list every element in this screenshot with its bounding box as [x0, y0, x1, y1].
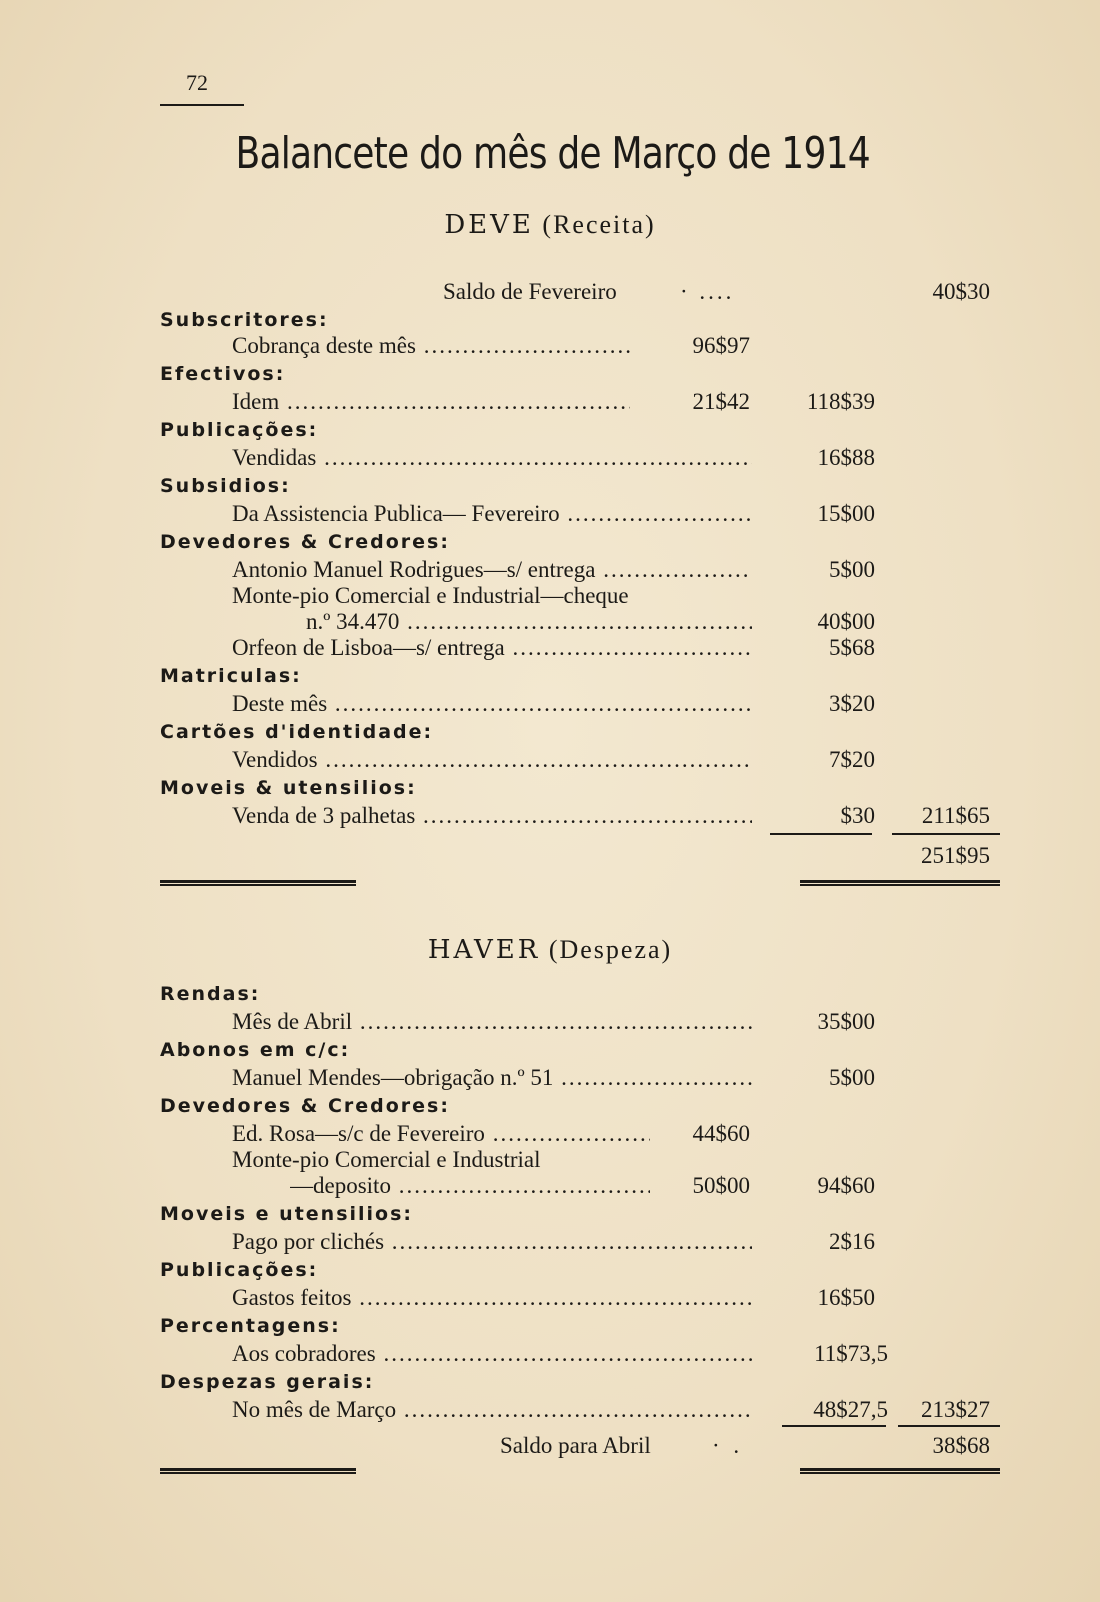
subtotal-rule	[770, 833, 872, 835]
line-subtotal: 94$60	[817, 1173, 875, 1198]
line-devedores-3	[0, 634, 1100, 662]
line-value: $30	[840, 803, 875, 828]
section-rule-left	[160, 1468, 356, 1474]
line-value: 21$42	[692, 389, 750, 414]
line-value: 2$16	[829, 1229, 875, 1254]
section-rule-right	[800, 1468, 1000, 1474]
line-value: 15$00	[817, 501, 875, 526]
line-value: 40$00	[817, 609, 875, 634]
category-publicacoes: Publicações:	[160, 1259, 319, 1281]
line-desc: Mês de Abril .....	[232, 1008, 752, 1036]
line-devedores-2b	[0, 1172, 1100, 1200]
category-rendas: Rendas:	[160, 983, 261, 1005]
line-abonos	[0, 1064, 1100, 1092]
category-cartoes: Cartões d'identidade:	[160, 721, 434, 743]
line-desc: Da Assistencia Publica— Fevereiro .....	[232, 500, 752, 528]
line-value: 16$50	[817, 1285, 875, 1310]
line-desc: Vendidas .....	[232, 444, 752, 472]
line-cartoes	[0, 746, 1100, 774]
category-abonos: Abonos em c/c:	[160, 1039, 351, 1061]
line-value: 7$20	[829, 747, 875, 772]
line-matriculas	[0, 690, 1100, 718]
section-rule-right	[800, 880, 1000, 886]
line-desc: Pago por clichés .....	[232, 1228, 752, 1256]
line-publicacoes	[0, 1284, 1100, 1312]
line-value: 5$00	[829, 1065, 875, 1090]
subtotal-rule	[898, 1425, 1000, 1427]
line-desc: —deposito .....	[290, 1172, 650, 1200]
haver-heading-paren: (Despeza)	[548, 935, 673, 964]
line-percentagens	[0, 1340, 1100, 1368]
line-value: 11$73,5	[814, 1341, 888, 1366]
line-desc: Venda de 3 palhetas .....	[232, 802, 752, 830]
deve-heading	[0, 210, 1100, 240]
line-moveis	[0, 802, 1100, 830]
page-title: Balancete do mês de Março de 1914	[235, 128, 870, 179]
line-subtotal: 118$39	[806, 389, 875, 414]
line-value: 35$00	[817, 1009, 875, 1034]
category-subsidios: Subsidios:	[160, 475, 291, 497]
line-desc: Antonio Manuel Rodrigues—s/ entrega .....	[232, 556, 752, 584]
line-devedores-2b	[0, 608, 1100, 636]
line-value: 50$00	[692, 1173, 750, 1198]
haver-saldo-label: Saldo para Abril	[500, 1433, 651, 1458]
line-desc: Manuel Mendes—obrigação n.º 51 .....	[232, 1064, 752, 1092]
line-desc: Vendidos .....	[232, 746, 752, 774]
category-devedores-credores: Devedores & Credores:	[160, 1095, 450, 1117]
line-publicacoes	[0, 444, 1100, 472]
deve-saldo-label: Saldo de Fevereiro	[443, 279, 617, 304]
line-desc: Idem .....	[232, 388, 630, 416]
subtotal-rule	[782, 1425, 886, 1427]
line-desc: Orfeon de Lisboa—s/ entrega .....	[232, 634, 752, 662]
category-efectivos: Efectivos:	[160, 363, 286, 385]
category-matriculas: Matriculas:	[160, 665, 302, 687]
line-devedores-2a	[0, 1146, 1100, 1174]
line-subtotal: 213$27	[921, 1397, 990, 1422]
line-desc: Cobrança deste mês .....	[232, 332, 630, 360]
line-desc: Monte-pio Comercial e Industrial—cheque	[232, 583, 629, 608]
line-value: 96$97	[692, 333, 750, 358]
line-moveis	[0, 1228, 1100, 1256]
line-despezas	[0, 1396, 1100, 1424]
deve-heading-paren: (Receita)	[542, 210, 656, 239]
deve-saldo-value: 40$30	[932, 279, 990, 304]
line-value: 3$20	[829, 691, 875, 716]
category-subscritores: Subscritores:	[160, 309, 329, 331]
line-desc: No mês de Março .....	[232, 1396, 752, 1424]
page-number-rule	[160, 104, 244, 106]
category-percentagens: Percentagens:	[160, 1315, 341, 1337]
deve-heading-caps: DEVE	[444, 210, 534, 240]
line-desc: Ed. Rosa—s/c de Fevereiro .....	[232, 1120, 650, 1148]
haver-saldo-value: 38$68	[932, 1433, 990, 1458]
deve-saldo-row	[0, 278, 1100, 306]
deve-saldo-dots: · ....	[680, 279, 735, 304]
line-desc: n.º 34.470 .....	[306, 608, 752, 636]
category-despezas: Despezas gerais:	[160, 1371, 375, 1393]
line-desc: Monte-pio Comercial e Industrial	[232, 1147, 541, 1172]
section-rule-left	[160, 880, 356, 886]
haver-heading	[0, 935, 1100, 965]
line-devedores-1	[0, 556, 1100, 584]
line-devedores-1	[0, 1120, 1100, 1148]
haver-saldo-row	[0, 1432, 1100, 1460]
line-desc: Aos cobradores .....	[232, 1340, 752, 1368]
deve-total-row	[0, 842, 1100, 870]
line-subtotal: 211$65	[921, 803, 990, 828]
haver-saldo-dots: · .	[712, 1433, 744, 1458]
line-subsidios	[0, 500, 1100, 528]
page-number: 72	[186, 70, 208, 95]
category-publicacoes: Publicações:	[160, 419, 319, 441]
category-moveis: Moveis & utensilios:	[160, 777, 417, 799]
line-value: 5$68	[829, 635, 875, 660]
line-subscritores	[0, 332, 1100, 360]
line-devedores-2a	[0, 582, 1100, 610]
line-desc: Gastos feitos .....	[232, 1284, 752, 1312]
line-efectivos	[0, 388, 1100, 416]
subtotal-rule	[892, 833, 1000, 835]
category-devedores-credores: Devedores & Credores:	[160, 531, 450, 553]
category-moveis: Moveis e utensilios:	[160, 1203, 413, 1225]
line-desc: Deste mês .....	[232, 690, 752, 718]
deve-total: 251$95	[921, 843, 990, 868]
line-value: 44$60	[692, 1121, 750, 1146]
line-rendas	[0, 1008, 1100, 1036]
line-value: 16$88	[817, 445, 875, 470]
haver-heading-caps: HAVER	[427, 935, 541, 965]
line-value: 5$00	[829, 557, 875, 582]
line-value: 48$27,5	[813, 1397, 888, 1422]
